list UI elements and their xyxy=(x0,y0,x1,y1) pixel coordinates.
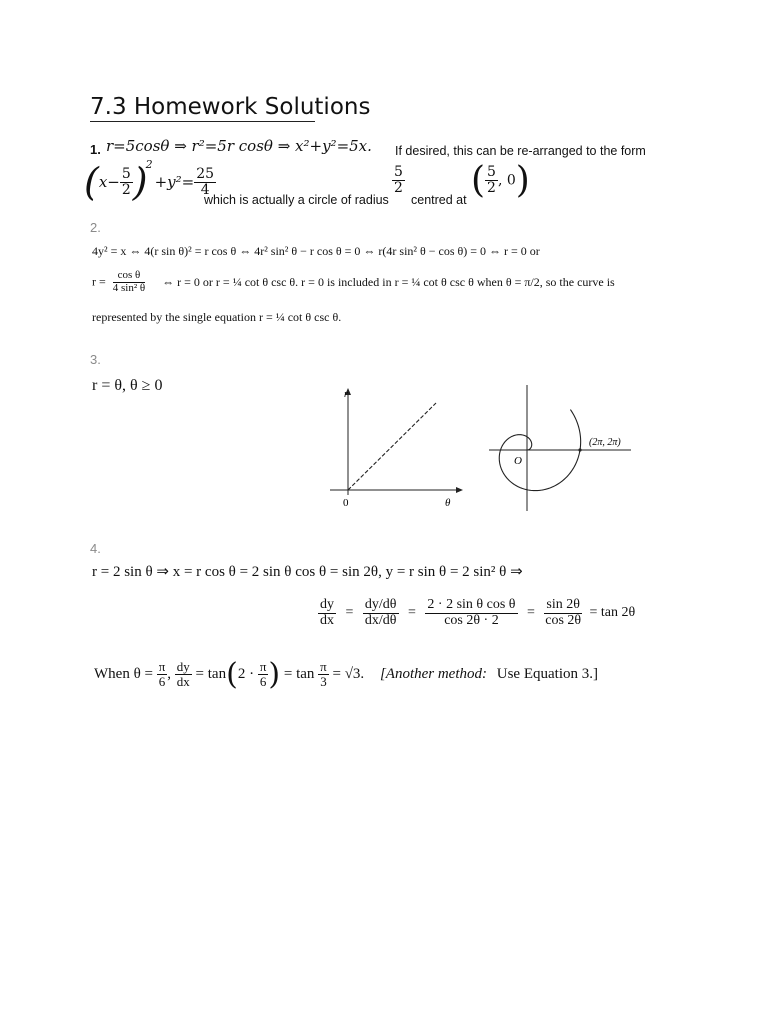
problem-4-number: 4. xyxy=(90,541,101,556)
problem-1-equation: r=5cosθ ⇒ r²=5r cosθ ⇒ x²+y²=5x. xyxy=(106,137,372,155)
spiral-origin-label: O xyxy=(514,455,522,467)
problem-1-circle-form: (x− $\frac{5}{2}$ )$^2$+y²= $\frac{25}{4}$ xyxy=(84,158,215,204)
spiral-point xyxy=(578,448,581,451)
theta-axis-arrow-icon xyxy=(456,487,463,493)
problem-2-line-1: 4y² = x ⇔ 4(r sin θ)² = r cos θ ⇔ 4r² sin² θ − r cos θ = 0 ⇔ r(4r sin² θ − cos θ) = 0 ⇔ r = 0 or xyxy=(92,244,540,258)
problem-3-number: 3. xyxy=(90,352,101,367)
problem-4-evaluation: When θ = $\frac{\pi}{6}$ , $\frac{dy}{dx}$ = tan(2 · $\frac{\pi}{6}$ ) = tan $\frac{\pi}{3}$ = √3. [Another method: Use Equation 3.] xyxy=(94,657,598,692)
page-title: 7.3 Homework Solutions xyxy=(90,94,371,120)
problem-3-equation: r = θ, θ ≥ 0 xyxy=(92,377,163,394)
problem-4-line-1: r = 2 sin θ ⇒ x = r cos θ = 2 sin θ cos θ = sin 2θ, y = r sin θ = 2 sin² θ ⇒ xyxy=(92,564,523,580)
problem-4-derivative: $\frac{dy}{dx}$ = $\frac{dy/d\theta}{dx/d\theta}$ = $\frac{\text{2 · 2 sin θ cos θ}}{\cos 2\theta \cdot 2}$ = $\frac{\sin 2\theta}{\cos 2\theta}$ = tan 2θ xyxy=(320,597,636,628)
graph-spiral xyxy=(485,385,645,515)
title-underline xyxy=(90,121,315,122)
problem-1-desc-3: centred at xyxy=(411,193,467,207)
line-r-equals-theta xyxy=(348,403,436,490)
spiral-point-label: (2π, 2π) xyxy=(589,437,621,448)
problem-1-desc-1: If desired, this can be re-arranged to the form xyxy=(395,144,646,158)
origin-label: 0 xyxy=(343,497,349,509)
theta-axis-label: θ xyxy=(445,497,451,509)
problem-1-desc-2: which is actually a circle of radius xyxy=(204,193,389,207)
graph-r-vs-theta xyxy=(328,385,468,515)
problem-2-line-2: r = $\frac{\text{cos θ}}{\text{4 sin² θ}}$ ⇔ r = 0 or r = ¼ cot θ csc θ. r = 0 is included in r = ¼ cot θ csc θ when θ = π/2, so the curve is xyxy=(92,269,615,294)
problem-2-number: 2. xyxy=(90,220,101,235)
problem-2-line-3: represented by the single equation r = ¼ cot θ csc θ. xyxy=(92,310,342,324)
problem-1-number: 1. xyxy=(90,142,101,157)
problem-1-center: ( $\frac{5}{2}$ , 0) xyxy=(471,160,530,201)
problem-1-radius: $\frac{5}{2}$ xyxy=(394,164,403,196)
r-axis-label: r xyxy=(344,389,348,400)
